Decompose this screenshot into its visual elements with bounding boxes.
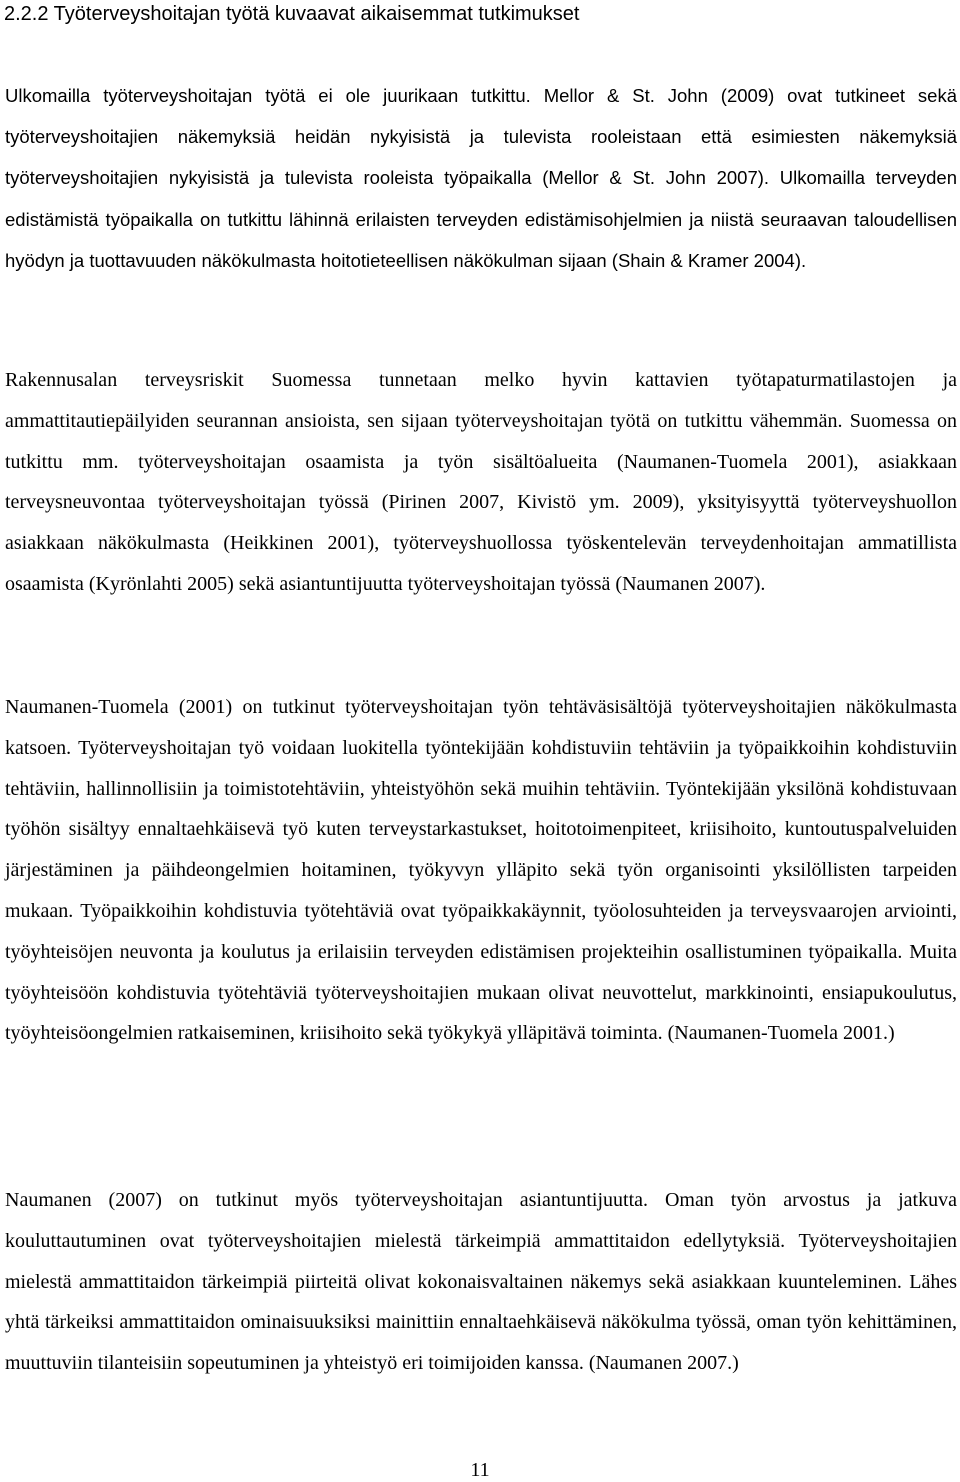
page-number: 11 (470, 1459, 490, 1481)
paragraph-3: Naumanen-Tuomela (2001) on tutkinut työterveyshoitajan työn tehtäväsisältöjä työterveyshoitajien näkökulmasta katsoen. Työterveyshoitajan työ voidaan luokitella työntekijään kohdistuviin tehtäviin ja työpaikkoihin kohdistuviin tehtäviin, hallinnollisiin ja toimistotehtäviin, yhteistyöhön sekä muihin tehtäviin. Työntekijään yksilönä kohdistuvaan työhön sisältyy ennaltaehkäisevä työ kuten terveystarkastukset, hoitotoimenpiteet, kriisihoito, kuntoutuspalveluiden järjestäminen ja päihdeongelmien hoitaminen, työkyvyn ylläpito sekä työn organisointi yksilöllisten tarpeiden mukaan. Työpaikkoihin kohdistuvia työtehtäviä ovat työpaikkakäynnit, työolosuhteiden ja terveysvaarojen arviointi, työyhteisöjen neuvonta ja koulutus ja erilaisiin terveyden edistämisen projekteihin osallistuminen työpaikalla. Muita työyhteisöön kohdistuvia työtehtäviä työterveyshoitajien mukaan olivat neuvottelut, markkinointi, ensiapukoulutus, työyhteisöongelmien ratkaiseminen, kriisihoito sekä työkykyä ylläpitävä toiminta. (Naumanen-Tuomela 2001.) (5, 696, 957, 1045)
paragraph-1: Ulkomailla työterveyshoitajan työtä ei ole juurikaan tutkittu. Mellor & St. John (2009) ovat tutkineet sekä työterveyshoitajien näkemyksiä heidän nykyisistä ja tulevista rooleistaan että esimiesten näkemyksiä työterveyshoitajien nykyisistä ja tulevista rooleista työpaikalla (Mellor & St. John 2007). Ulkomailla terveyden edistämistä työpaikalla on tutkittu lähinnä erilaisten terveyden edistämisohjelmien ja niistä seuraavan taloudellisen hyödyn ja tuottavuuden näkökulmasta hoitotieteellisen näkökulman sijaan (Shain & Kramer 2004). (5, 85, 957, 271)
section-heading: 2.2.2 Työterveyshoitajan työtä kuvaavat aikaisemmat tutkimukset (4, 3, 580, 25)
paragraph-2: Rakennusalan terveysriskit Suomessa tunnetaan melko hyvin kattavien työtapaturmatilastojen ja ammattitautiepäilyiden seurannan ansioista, sen sijaan työterveyshoitajan työtä on tutkittu vähemmän. Suomessa on tutkittu mm. työterveyshoitajan osaamista ja työn sisältöalueita (Naumanen-Tuomela 2001), asiakkaan terveysneuvontaa työterveyshoitajan työssä (Pirinen 2007, Kivistö ym. 2009), yksityisyyttä työterveyshuollon asiakkaan näkökulmasta (Heikkinen 2001), työterveyshuollossa työskentelevän terveydenhoitajan ammatillista osaamista (Kyrönlahti 2005) sekä asiantuntijuutta työterveyshoitajan työssä (Naumanen 2007). (5, 369, 957, 595)
paragraph-4: Naumanen (2007) on tutkinut myös työterveyshoitajan asiantuntijuutta. Oman työn arvostus ja jatkuva kouluttautuminen ovat työterveyshoitajien mielestä tärkeimpiä ammattitaidon edellytyksiä. Työterveyshoitajien mielestä ammattitaidon tärkeimpiä piirteitä olivat kokonaisvaltainen näkemys sekä asiakkaan kuunteleminen. Lähes yhtä tärkeiksi ammattitaidon ominaisuuksiksi mainittiin ennaltaehkäisevä näkökulma työssä, oman työn kehittäminen, muuttuviin tilanteisiin sopeutuminen ja yhteistyö eri toimijoiden kanssa. (Naumanen 2007.) (5, 1189, 957, 1375)
